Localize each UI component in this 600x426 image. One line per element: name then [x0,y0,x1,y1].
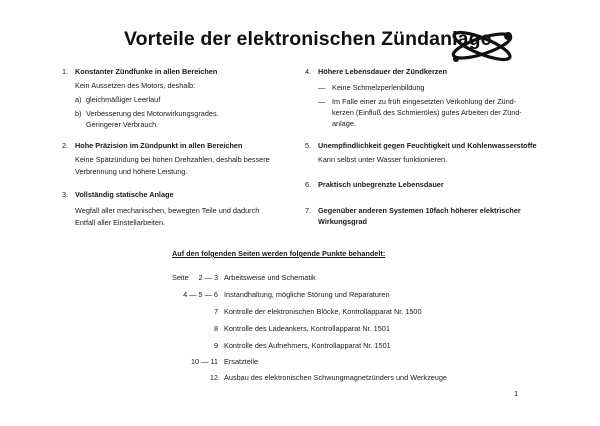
item-heading: Gegenüber anderen Systemen 10fach höherer elektrischer [318,206,521,215]
item-heading: Hohe Präzision im Zündpunkt in allen Bereichen [75,141,243,150]
item-number: 2. [62,141,69,150]
contents-pages: 2 — 3 [198,273,218,282]
contents-topic: Ersatzteile [224,357,259,366]
sub-text: Geringerer Verbrauch. [86,120,159,129]
dash: — [318,83,326,92]
item-text: Verbrennung und höhere Leistung. [75,167,188,176]
contents-heading: Auf den folgenden Seiten werden folgende Punkte behandelt: [172,249,386,258]
item-heading: Konstanter Zündfunke in allen Bereichen [75,67,218,76]
item-heading: Wirkungsgrad [318,217,367,226]
contents-pages: 4 — 5 — 6 [183,290,218,299]
contents-pages: 8 [213,324,218,333]
dash: — [318,97,326,106]
bullet-text: kerzen (Einfluß des Schmieröles) gutes Arbeiten der Zünd- [332,108,522,117]
sub-label: a) [75,95,82,104]
contents-topic: Ausbau des elektronischen Schwungmagnetzünders und Werkzeuge [224,373,447,382]
bullet-text: Keine Schmelzperlenbildung [332,83,425,92]
contents-prefix: Seite [172,273,189,282]
contents-pages: 12 [209,373,218,382]
atom-orbit-icon [446,26,518,66]
item-text: Entfall aller Einstellarbeiten. [75,218,166,227]
contents-pages: 7 [213,307,218,316]
item-heading: Praktisch unbegrenzte Lebensdauer [318,180,444,189]
sub-text: gleichmäßiger Leerlauf [86,95,161,104]
item-heading: Höhere Lebensdauer der Zündkerzen [318,67,447,76]
sub-label: b) [75,109,82,118]
page-title: Vorteile der elektronischen Zündanlage [124,28,492,50]
item-text: Kein Aussetzen des Motors, deshalb: [75,81,196,90]
contents-topic: Arbeitsweise und Schematik [224,273,316,282]
item-number: 6. [305,180,312,189]
contents-topic: Kontrolle des Aufnehmers, Kontrollapparat Nr. 1501 [224,341,391,350]
item-text: Wegfall aller mechanischen, bewegten Teile und dadurch [75,206,260,215]
item-text: Keine Spätzündung bei hohen Drehzahlen, deshalb bessere [75,155,270,164]
item-number: 5. [305,141,312,150]
contents-pages: 9 [213,341,218,350]
item-text: Kann selbst unter Wasser funktionieren. [318,155,448,164]
item-heading: Vollständig statische Anlage [75,190,174,199]
contents-topic: Kontrolle der elektronischen Blöcke, Kontrollapparat Nr. 1500 [224,307,422,316]
contents-pages: 10 — 11 [190,357,218,366]
bullet-text: anlage. [332,119,356,128]
sub-text: Verbesserung des Motorwirkungsgrades. [86,109,219,118]
item-number: 7. [305,206,312,215]
contents-topic: Instandhaltung, mögliche Störung und Reparaturen [224,290,390,299]
bullet-text: Im Falle einer zu früh eingesetzten Verkohlung der Zünd- [332,97,517,106]
item-number: 4. [305,67,312,76]
item-number: 3. [62,190,69,199]
contents-topic: Kontrolle des Ladeankers, Kontrollapparat Nr. 1501 [224,324,390,333]
page-number: 1 [514,389,519,398]
item-heading: Unempfindlichkeit gegen Feuchtigkeit und Kohlenwasserstoffe [318,141,537,150]
item-number: 1. [62,67,69,76]
